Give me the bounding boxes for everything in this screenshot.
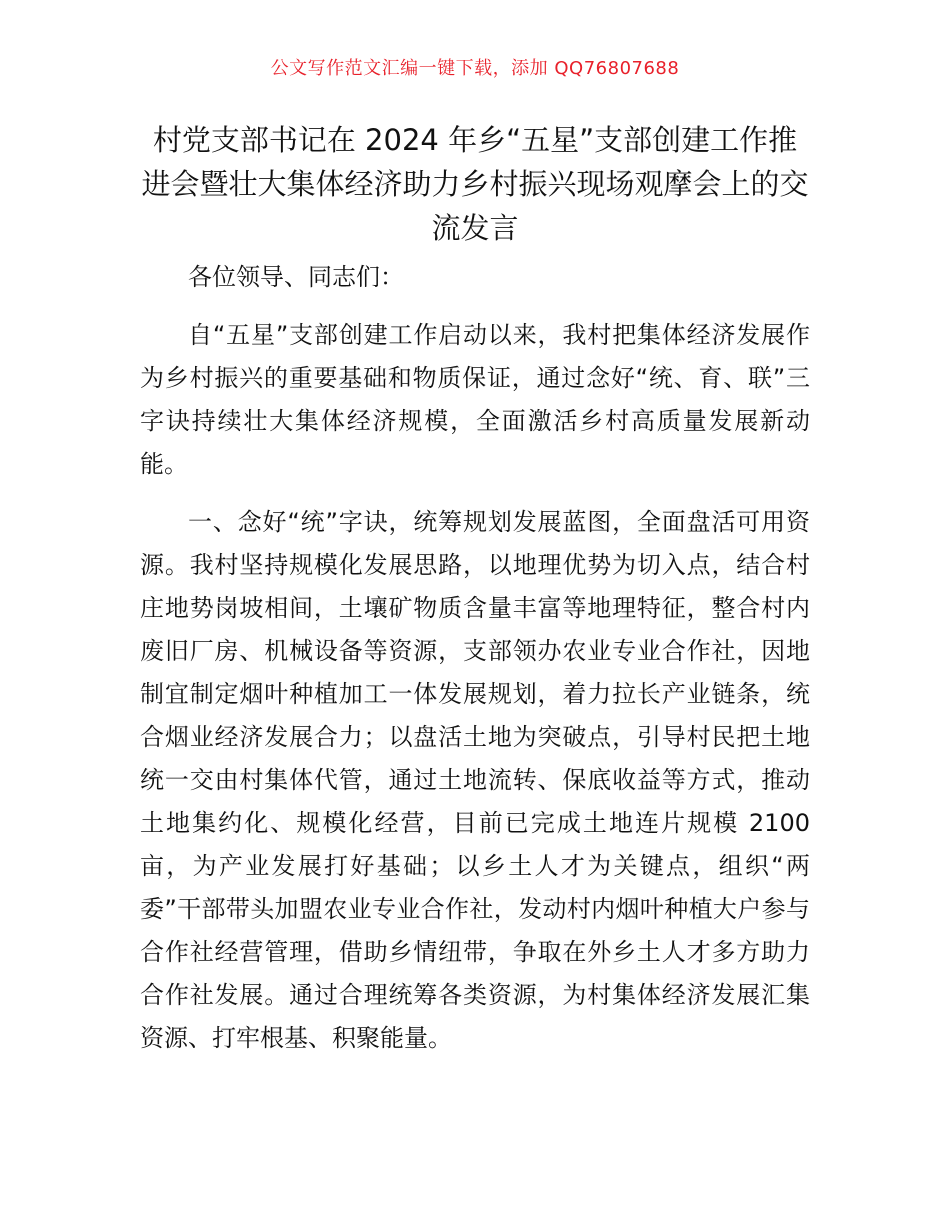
- salutation: 各位领导、同志们：: [188, 263, 404, 291]
- body-paragraph: 一、念好“统”字诀，统筹规划发展蓝图，全面盘活可用资源。我村坚持规模化发展思路，以地理优势为切入点，结合村庄地势岗坡相间，土壤矿物质含量丰富等地理特征，整合村内废旧厂房、机械设备等资源，支部领办农业专业合作社，因地制宜制定烟叶种植加工一体发展规划，着力拉长产业链条，统合烟业经济发展合力；以盘活土地为突破点，引导村民把土地统一交由村集体代管，通过土地流转、保底收益等方式，推动土地集约化、规模化经营，目前已完成土地连片规模 2100 亩，为产业发展打好基础；以乡土人才为关键点，组织“两委”干部带头加盟农业专业合作社，发动村内烟叶种植大户参与合作社经营管理，借助乡情纽带，争取在外乡土人才多方助力合作社发展。通过合理统筹各类资源，为村集体经济发展汇集资源、打牢根基、积聚能量。: [140, 508, 810, 1052]
- document-title: 村党支部书记在 2024 年乡“五星”支部创建工作推进会暨壮大集体经济助力乡村振兴现场观摩会上的交流发言: [141, 123, 809, 245]
- body-paragraph: 自“五星”支部创建工作启动以来，我村把集体经济发展作为乡村振兴的重要基础和物质保证，通过念好“统、育、联”三字诀持续壮大集体经济规模，全面激活乡村高质量发展新动能。: [140, 321, 810, 478]
- download-banner: 公文写作范文汇编一键下载，添加 QQ76807688: [270, 58, 680, 79]
- document-body: [140, 256, 810, 1075]
